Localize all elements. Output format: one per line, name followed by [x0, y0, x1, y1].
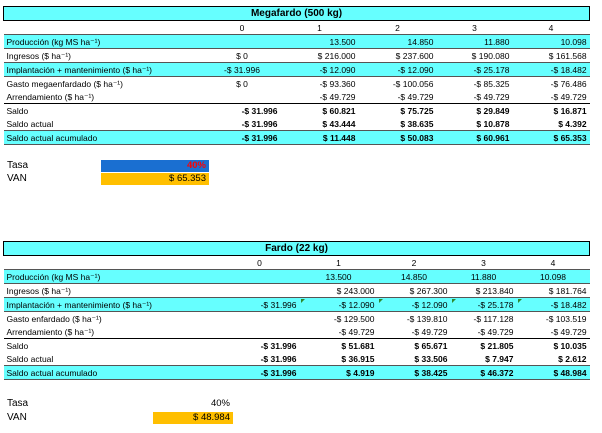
cell[interactable]: -$ 31.996: [220, 366, 300, 380]
cell[interactable]: [204, 90, 281, 104]
cell[interactable]: $ 161.568: [548, 50, 587, 61]
cell[interactable]: 13.500: [300, 270, 378, 284]
table-row: [4, 90, 590, 104]
cell[interactable]: $ 36.915: [341, 353, 375, 364]
table-row: [4, 339, 590, 353]
cell[interactable]: -$ 117.128: [473, 313, 514, 324]
cell[interactable]: $ 48.984: [517, 366, 590, 380]
row-label: Saldo actual: [6, 353, 54, 364]
table-row: [4, 366, 590, 380]
cell[interactable]: $ 65.353: [513, 131, 590, 145]
cell[interactable]: -$ 49.729: [550, 91, 587, 102]
table-row: [4, 298, 590, 312]
cell[interactable]: -$ 49.729: [477, 326, 514, 337]
cell[interactable]: $ 60.821: [281, 104, 359, 118]
cell[interactable]: 13.500: [281, 35, 359, 49]
cell[interactable]: $ 65.671: [378, 339, 451, 353]
cell[interactable]: 11.880: [451, 270, 517, 284]
cell[interactable]: $ 2.612: [558, 353, 587, 364]
cell[interactable]: -$ 12.090: [281, 63, 359, 77]
cell[interactable]: -$ 18.482: [517, 298, 590, 312]
cell[interactable]: 14.850: [378, 270, 451, 284]
year-header-2: 2: [411, 257, 417, 268]
fardo-summary: [7, 398, 247, 428]
table-row: [4, 104, 590, 118]
year-header-4: 4: [550, 257, 556, 268]
cell[interactable]: $ 190.080: [471, 50, 510, 61]
cell[interactable]: $ 237.600: [395, 50, 434, 61]
table-row: [4, 284, 590, 298]
cell[interactable]: -$ 31.996: [204, 104, 281, 118]
cell[interactable]: $ 10.035: [517, 339, 590, 353]
row-label: Saldo: [4, 339, 220, 353]
cell[interactable]: -$ 49.729: [473, 91, 510, 102]
fardo-table: [3, 241, 590, 380]
cell[interactable]: $ 38.635: [400, 118, 434, 129]
row-label: Producción (kg MS ha⁻¹): [4, 270, 220, 284]
row-label: Implantación + mantenimiento ($ ha⁻¹): [4, 298, 220, 312]
cell[interactable]: -$ 31.996: [260, 353, 297, 364]
van-label: VAN: [7, 412, 27, 423]
row-label: Saldo: [4, 104, 204, 118]
cell[interactable]: -$ 49.729: [550, 326, 587, 337]
table-row: [4, 325, 590, 339]
cell[interactable]: $ 51.681: [300, 339, 378, 353]
year-header-3: 3: [472, 22, 477, 33]
row-label: Saldo actual: [6, 118, 54, 129]
table-row: [4, 312, 590, 326]
cell[interactable]: -$ 12.090: [300, 298, 378, 312]
row-label: Ingresos ($ ha⁻¹): [6, 50, 71, 61]
megafardo-table: [3, 6, 590, 145]
table-row: [4, 63, 590, 77]
cell[interactable]: $ 267.300: [409, 285, 448, 296]
table-row: [4, 77, 590, 91]
fardo-title: Fardo (22 kg): [4, 242, 590, 256]
cell[interactable]: 11.880: [437, 35, 513, 49]
cell[interactable]: -$ 18.482: [513, 63, 590, 77]
cell[interactable]: -$ 31.996: [220, 339, 300, 353]
table-row: [4, 35, 590, 49]
tasa-label: Tasa: [7, 160, 29, 171]
year-header-0: 0: [239, 22, 245, 33]
row-label: Arrendamiento ($ ha⁻¹): [6, 91, 95, 102]
van-value-cell[interactable]: $ 65.353: [101, 173, 209, 185]
cell[interactable]: $ 60.961: [437, 131, 513, 145]
cell[interactable]: -$ 85.325: [473, 78, 510, 89]
cell[interactable]: $ 10.878: [476, 118, 510, 129]
cell[interactable]: [220, 284, 300, 298]
cell[interactable]: -$ 49.729: [338, 326, 375, 337]
cell[interactable]: $ 38.425: [378, 366, 451, 380]
tasa-value-cell[interactable]: 40%: [210, 398, 230, 409]
cell[interactable]: $ 75.725: [359, 104, 437, 118]
row-label: Gasto megaenfardado ($ ha⁻¹): [6, 78, 123, 89]
row-label: Arrendamiento ($ ha⁻¹): [6, 326, 95, 337]
cell[interactable]: $ 216.000: [317, 50, 356, 61]
cell[interactable]: [220, 325, 300, 339]
row-label: Saldo actual acumulado: [4, 131, 204, 145]
cell[interactable]: $ 4.392: [558, 118, 587, 129]
cell[interactable]: $ 11.448: [281, 131, 359, 145]
row-label: Saldo actual acumulado: [4, 366, 220, 380]
year-header-3: 3: [481, 257, 486, 268]
cell[interactable]: -$ 100.056: [392, 78, 434, 89]
row-label: Producción (kg MS ha⁻¹): [4, 35, 204, 49]
cell[interactable]: -$ 25.178: [451, 298, 517, 312]
cell[interactable]: -$ 31.996: [204, 63, 281, 77]
megafardo-summary: [7, 160, 217, 190]
cell[interactable]: 10.098: [513, 35, 590, 49]
year-header-1: 1: [336, 257, 341, 268]
year-header-0: 0: [257, 257, 262, 268]
cell[interactable]: $ 4.919: [300, 366, 378, 380]
van-label: VAN: [7, 173, 27, 184]
cell[interactable]: -$ 76.486: [550, 78, 587, 89]
cell[interactable]: -$ 25.178: [437, 63, 513, 77]
cell[interactable]: $ 21.805: [451, 339, 517, 353]
cell[interactable]: $ 46.372: [451, 366, 517, 380]
cell[interactable]: 14.850: [359, 35, 437, 49]
cell[interactable]: -$ 31.996: [241, 118, 278, 129]
year-header-4: 4: [548, 22, 554, 33]
cell[interactable]: -$ 49.729: [411, 326, 448, 337]
cell[interactable]: $ 213.840: [475, 285, 514, 296]
cell[interactable]: $ 33.506: [414, 353, 448, 364]
cell[interactable]: [220, 270, 300, 284]
tasa-value-cell[interactable]: 40%: [101, 160, 209, 172]
cell[interactable]: $ 43.444: [322, 118, 356, 129]
year-header-2: 2: [395, 22, 400, 33]
van-value-cell[interactable]: $ 48.984: [153, 412, 233, 424]
table-row: [4, 131, 590, 145]
cell[interactable]: [204, 35, 281, 49]
row-label: Implantación + mantenimiento ($ ha⁻¹): [4, 63, 204, 77]
cell[interactable]: -$ 93.360: [319, 78, 356, 89]
cell[interactable]: -$ 31.996: [204, 131, 281, 145]
row-label: Ingresos ($ ha⁻¹): [6, 285, 71, 296]
cell[interactable]: $ 29.849: [437, 104, 513, 118]
cell[interactable]: -$ 31.996: [220, 298, 300, 312]
cell[interactable]: -$ 12.090: [378, 298, 451, 312]
table-row: [4, 117, 590, 131]
table-row: [4, 49, 590, 63]
cell[interactable]: $ 243.000: [336, 285, 375, 296]
cell[interactable]: $ 7.947: [485, 353, 514, 364]
cell[interactable]: -$ 49.729: [319, 91, 356, 102]
cell[interactable]: -$ 12.090: [359, 63, 437, 77]
cell[interactable]: $ 181.764: [548, 285, 587, 296]
cell[interactable]: -$ 139.810: [406, 313, 448, 324]
cell[interactable]: -$ 49.729: [397, 91, 434, 102]
cell[interactable]: $ 0: [236, 50, 248, 61]
cell[interactable]: -$ 129.500: [333, 313, 375, 324]
cell[interactable]: 10.098: [517, 270, 590, 284]
cell[interactable]: -$ 103.519: [545, 313, 587, 324]
row-label: Gasto enfardado ($ ha⁻¹): [6, 313, 102, 324]
cell[interactable]: $ 16.871: [513, 104, 590, 118]
year-header-1: 1: [317, 22, 322, 33]
cell[interactable]: $ 50.083: [359, 131, 437, 145]
table-row: [4, 270, 590, 284]
table-row: [4, 352, 590, 366]
megafardo-title: Megafardo (500 kg): [4, 7, 590, 21]
cell[interactable]: [220, 312, 300, 326]
cell[interactable]: $ 0: [236, 78, 248, 89]
tasa-label: Tasa: [7, 398, 29, 409]
